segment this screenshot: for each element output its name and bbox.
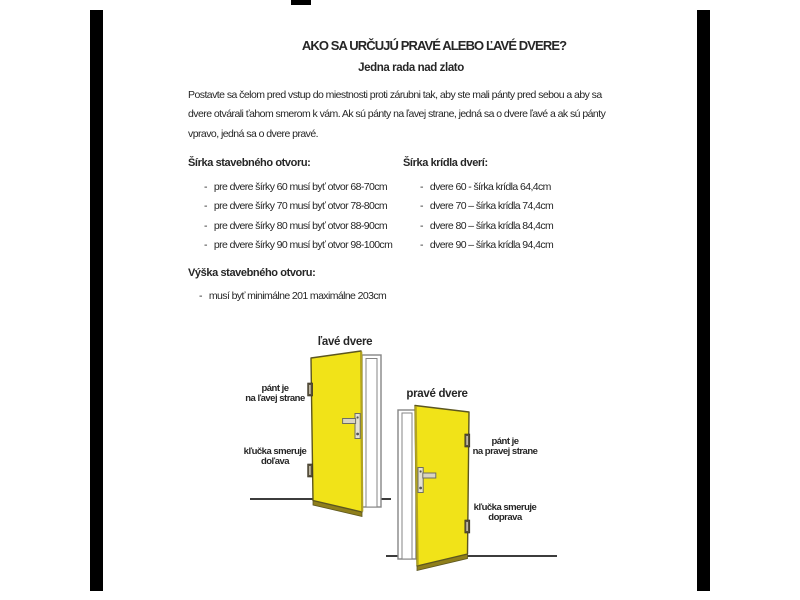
- door-panel: [311, 351, 362, 512]
- list-item: [420, 178, 553, 197]
- dash-bullet: -: [420, 219, 423, 232]
- list-item: [204, 178, 392, 197]
- list-item-text: pre dvere šírky 90 musí byť otvor 98-100cm: [213, 239, 393, 252]
- right-door-title: pravé dvere: [406, 388, 468, 400]
- intro-paragraph: [188, 86, 628, 144]
- dash-bullet: -: [199, 290, 202, 302]
- list-item: [420, 217, 553, 236]
- intro-line: dvere otvárali ťahom smerom k vám. Ak sú pánty na ľavej strane, jedná sa o dvere ľavé a ak sú pánty: [188, 108, 606, 121]
- opening-height-list: [199, 287, 386, 306]
- list-item-text: dvere 90 – šírka krídla 94,4cm: [429, 239, 554, 252]
- label-line: pánt je: [491, 436, 519, 447]
- label-line: na ľavej strane: [245, 392, 305, 404]
- label-line: kľučka smeruje: [473, 502, 537, 513]
- list-item: [420, 236, 553, 255]
- list-item: [204, 236, 392, 255]
- list-item: [204, 197, 392, 216]
- left-door-title: ľavé dvere: [317, 336, 373, 348]
- leaf-width-heading: Šírka krídla dverí:: [403, 157, 488, 169]
- list-item: [204, 217, 392, 236]
- label-line: doľava: [260, 455, 290, 467]
- scan-edge-left: [90, 10, 103, 591]
- page-title: AKO SA URČUJÚ PRAVÉ ALEBO ĽAVÉ DVERE?: [301, 38, 567, 53]
- dash-bullet: -: [204, 219, 207, 232]
- opening-width-list: [204, 178, 392, 256]
- dash-bullet: -: [420, 239, 423, 252]
- list-item-text: musí byť minimálne 201 maximálne 203cm: [208, 290, 387, 302]
- list-item: [199, 287, 386, 306]
- left-handle-label: [236, 447, 314, 467]
- left-hinge-label: [238, 384, 312, 404]
- opening-width-heading: Šírka stavebného otvoru:: [188, 157, 311, 169]
- door-side-edge: [361, 352, 362, 512]
- list-item-text: pre dvere šírky 60 musí byť otvor 68-70cm: [213, 181, 387, 193]
- label-line: kľučka smeruje: [243, 446, 307, 457]
- dash-bullet: -: [420, 181, 423, 193]
- right-handle-label: [464, 503, 546, 523]
- list-item-text: dvere 70 – šírka krídla 74,4cm: [429, 200, 554, 213]
- intro-line: vpravo, jedná sa o dvere pravé.: [188, 127, 319, 140]
- intro-line: Postavte sa čelom pred vstup do miestnosti proti zárubni tak, aby ste mali pánty pred sebou a aby sa: [188, 89, 602, 101]
- dash-bullet: -: [204, 200, 207, 213]
- right-hinge-label: [464, 437, 546, 457]
- label-line: pánt je: [261, 383, 289, 394]
- dash-bullet: -: [420, 200, 423, 213]
- page-subtitle: Jedna rada nad zlato: [358, 62, 464, 74]
- dash-bullet: -: [204, 239, 207, 252]
- scan-artifact-top: [291, 0, 311, 5]
- label-line: doprava: [488, 511, 522, 523]
- leaf-width-list: [420, 178, 553, 256]
- door-frame-inner: [402, 413, 412, 559]
- scan-edge-right: [697, 10, 710, 591]
- dash-bullet: -: [204, 181, 207, 193]
- label-line: na pravej strane: [472, 445, 538, 457]
- list-item-text: pre dvere šírky 80 musí byť otvor 88-90cm: [213, 219, 387, 232]
- list-item: [420, 197, 553, 216]
- right-door-illustration: [368, 386, 568, 578]
- opening-height-heading: Výška stavebného otvoru:: [188, 267, 316, 279]
- list-item-text: pre dvere šírky 70 musí byť otvor 78-80cm: [213, 200, 387, 213]
- list-item-text: dvere 80 – šírka krídla 84,4cm: [429, 219, 554, 232]
- list-item-text: dvere 60 - šírka krídla 64,4cm: [429, 181, 551, 193]
